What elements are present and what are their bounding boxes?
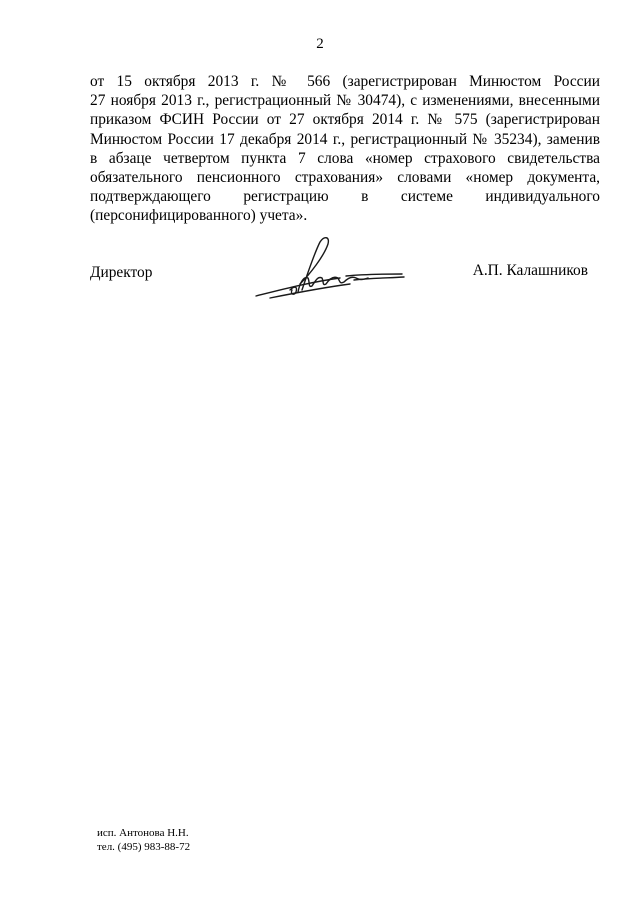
signer-position: Директор	[90, 264, 153, 281]
body-line-8: (персонифицированного) учета».	[90, 207, 308, 225]
executor-name: исп. Антонова Н.Н.	[97, 827, 189, 839]
body-line-3: приказом ФСИН России от 27 октября 2014 г. № 575 (зарегистрирован	[90, 111, 600, 129]
body-line-1: от 15 октября 2013 г. № 566 (зарегистрирован Минюстом России	[90, 73, 600, 90]
handwritten-signature	[250, 232, 410, 304]
executor-info	[97, 826, 190, 854]
body-line-5: в абзаце четвертом пункта 7 слова «номер страхового свидетельства	[90, 149, 600, 167]
body-line-2: 27 ноября 2013 г., регистрационный № 30474), с изменениями, внесенными	[90, 92, 600, 110]
page-number: 2	[316, 36, 324, 52]
executor-phone: тел. (495) 983-88-72	[97, 841, 191, 853]
signer-name: А.П. Калашников	[472, 262, 588, 279]
body-line-6: обязательного пенсионного страхования» словами «номер документа,	[90, 169, 600, 187]
body-line-7: подтверждающего регистрацию в системе индивидуального	[90, 188, 600, 206]
body-paragraph	[90, 72, 600, 226]
body-line-4: Минюстом России 17 декабря 2014 г., регистрационный № 35234), заменив	[90, 130, 600, 148]
